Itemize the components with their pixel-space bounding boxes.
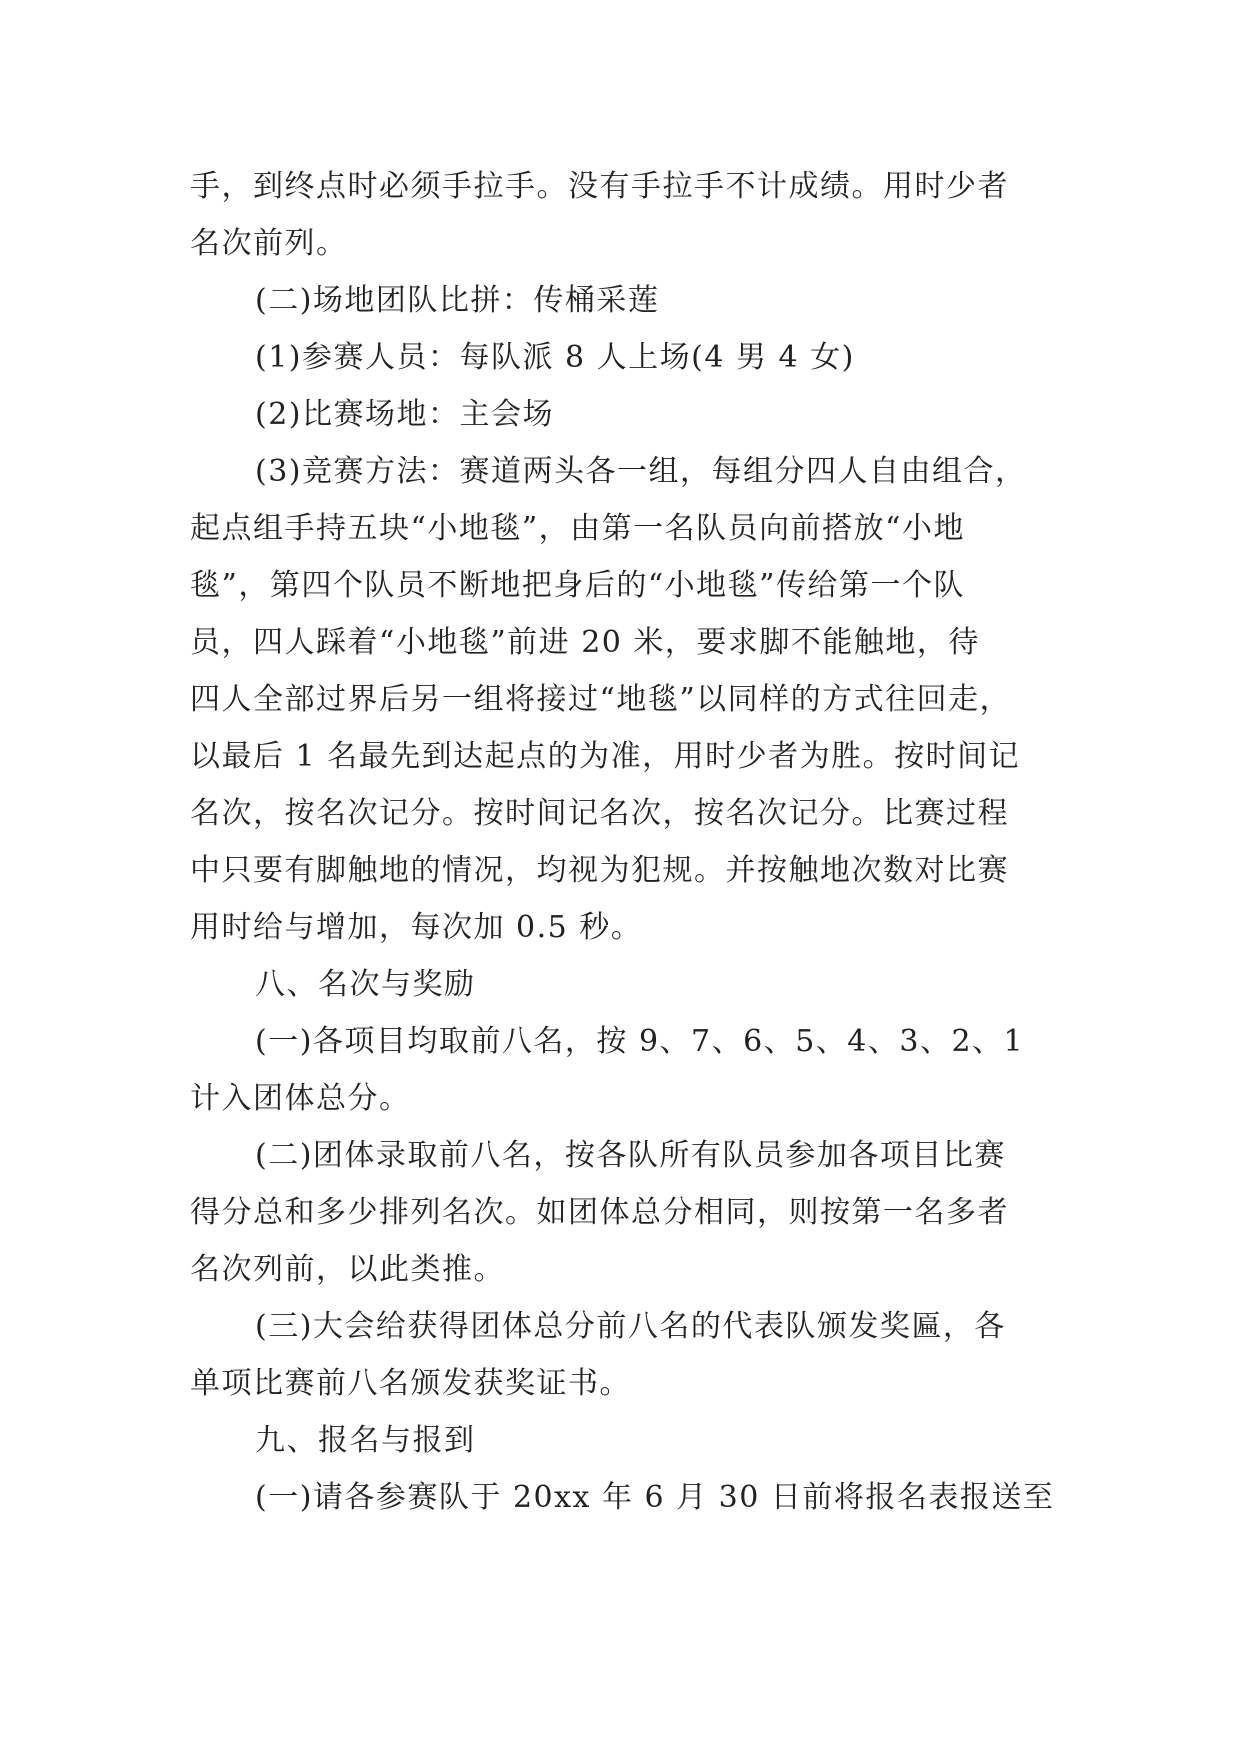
section-heading: 九、报名与报到 — [255, 1423, 476, 1458]
body-line: (一)请各参赛队于 20xx 年 6 月 30 日前将报名表报送至 — [255, 1480, 1055, 1515]
body-line: (一)各项目均取前八名，按 9、7、6、5、4、3、2、1 — [255, 1024, 1025, 1059]
body-line: 名次列前，以此类推。 — [190, 1252, 505, 1287]
body-line: 计入团体总分。 — [190, 1081, 411, 1116]
body-line: (2)比赛场地：主会场 — [255, 397, 554, 432]
body-line: 毯”，第四个队员不断地把身后的“小地毯”传给第一个队 — [190, 568, 966, 603]
body-line: 单项比赛前八名颁发获奖证书。 — [190, 1366, 631, 1401]
body-line: 以最后 1 名最先到达起点的为准，用时少者为胜。按时间记 — [190, 739, 1021, 774]
body-line: 得分总和多少排列名次。如团体总分相同，则按第一名多者 — [190, 1195, 1009, 1230]
body-line: 中只要有脚触地的情况，均视为犯规。并按触地次数对比赛 — [190, 853, 1009, 888]
section-heading: 八、名次与奖励 — [255, 967, 476, 1002]
body-line: 手，到终点时必须手拉手。没有手拉手不计成绩。用时少者 — [190, 169, 1009, 204]
body-line: 起点组手持五块“小地毯”，由第一名队员向前搭放“小地 — [190, 511, 966, 546]
body-line: 员，四人踩着“小地毯”前进 20 米，要求脚不能触地，待 — [190, 625, 980, 660]
document-body — [190, 158, 1060, 1526]
body-line: 用时给与增加，每次加 0.5 秒。 — [190, 910, 643, 945]
body-line: (1)参赛人员：每队派 8 人上场(4 男 4 女) — [255, 340, 855, 375]
body-line: 名次前列。 — [190, 226, 348, 261]
body-line: (二)团体录取前八名，按各队所有队员参加各项目比赛 — [255, 1138, 1006, 1173]
body-line: (3)竞赛方法：赛道两头各一组，每组分四人自由组合， — [255, 454, 1027, 489]
body-line: 四人全部过界后另一组将接过“地毯”以同样的方式往回走， — [190, 682, 1012, 717]
section-heading: (二)场地团队比拼：传桶采莲 — [255, 283, 660, 318]
body-line: (三)大会给获得团体总分前八名的代表队颁发奖匾，各 — [255, 1309, 1006, 1344]
body-line: 名次，按名次记分。按时间记名次，按名次记分。比赛过程 — [190, 796, 1009, 831]
